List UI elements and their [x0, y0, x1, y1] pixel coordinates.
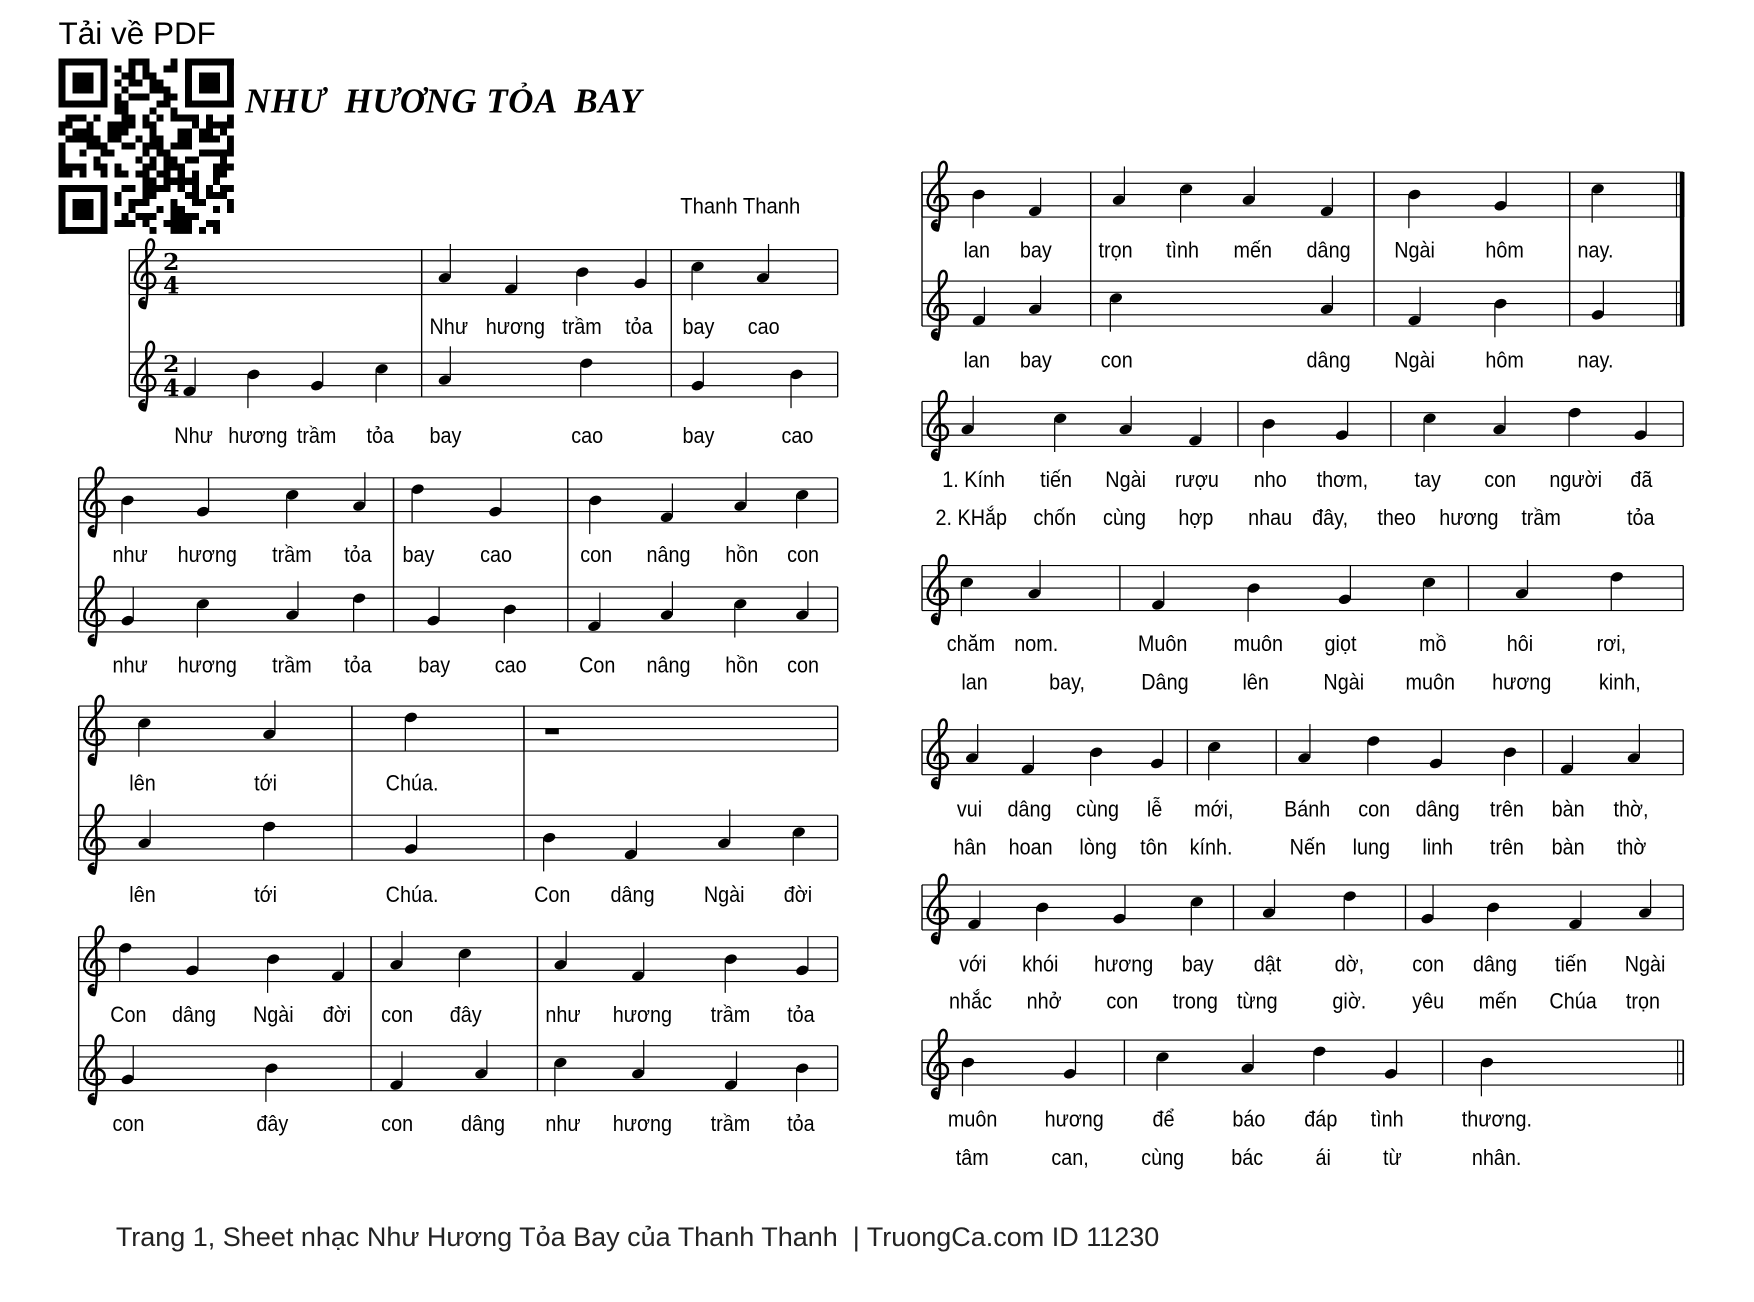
lyric-word: tình — [1370, 1107, 1404, 1133]
lyric-word: tiến — [1555, 952, 1587, 978]
lyric-word: Ngài — [1624, 952, 1666, 978]
lyric-word: như — [545, 1112, 581, 1137]
lyric-word: hân — [953, 835, 987, 861]
lyric-word: trên — [1489, 835, 1524, 861]
lyric-word: trọn — [1098, 238, 1133, 264]
lyric-word: bay — [429, 423, 462, 449]
treble-clef-icon-dot — [932, 1091, 939, 1098]
lyric-word: tâm — [955, 1145, 989, 1171]
lyric-word: thơm, — [1316, 467, 1369, 493]
lyric-word: bay — [1019, 348, 1052, 374]
lyric-word: hồn — [725, 543, 759, 568]
lyric-word: bay — [1019, 238, 1052, 264]
lyric-word: dâng — [1007, 797, 1052, 822]
lyric-word: thương. — [1461, 1107, 1532, 1133]
lyric-word: như — [112, 543, 148, 568]
lyric-word: đời — [783, 882, 813, 908]
lyric-word: nom. — [1014, 631, 1059, 657]
lyric-word: cao — [494, 653, 527, 679]
lyric-word: tới — [254, 771, 277, 797]
treble-clef-icon-dot — [89, 987, 96, 994]
lyric-word: mến — [1233, 238, 1272, 264]
lyric-word: thờ, — [1613, 797, 1649, 822]
lyric-word: lên — [129, 771, 156, 797]
lyric-word: lòng — [1079, 835, 1117, 861]
lyric-word: với — [959, 952, 987, 978]
treble-clef-icon-dot — [932, 452, 939, 459]
lyric-word: tỏa — [366, 423, 395, 449]
time-signature-top: 2 — [163, 247, 180, 276]
lyric-word: con — [381, 1112, 414, 1137]
lyric-word: con — [787, 543, 819, 568]
treble-clef-icon-dot — [932, 332, 939, 339]
lyric-word: hoan — [1008, 835, 1053, 861]
lyric-word: hợp — [1178, 505, 1214, 531]
lyric-word: nhắc — [948, 989, 992, 1015]
lyric-word: nâng — [646, 543, 691, 568]
lyric-word: Con — [110, 1002, 147, 1028]
lyric-word: lên — [129, 882, 156, 908]
treble-clef-icon-dot — [89, 1096, 96, 1103]
lyric-word: 2. KHắp — [935, 505, 1008, 531]
lyric-word: cao — [747, 314, 780, 340]
lyric-word: tỏa — [344, 653, 372, 679]
lyric-word: đây — [449, 1002, 482, 1028]
lyric-word: bàn — [1551, 835, 1585, 861]
lyric-word: trầm — [272, 653, 312, 679]
lyric-word: dâng — [461, 1112, 506, 1137]
lyric-word: đây, — [1312, 505, 1349, 531]
treble-clef-icon-dot — [139, 403, 146, 410]
lyric-word: Như — [174, 423, 213, 449]
lyric-word: rơi, — [1596, 631, 1627, 657]
treble-clef-icon-dot — [89, 866, 96, 873]
treble-clef-icon-dot — [932, 780, 939, 787]
lyric-word: bay — [682, 314, 715, 340]
lyric-word: hương — [228, 423, 288, 449]
lyric-word: mến — [1478, 989, 1518, 1015]
lyric-word: muôn — [947, 1107, 998, 1133]
lyric-word: hương — [177, 653, 237, 679]
lyric-word: dâng — [1472, 952, 1517, 978]
lyric-word: lên — [1242, 670, 1269, 695]
lyric-word: cao — [571, 423, 604, 449]
lyric-word: thờ — [1616, 835, 1647, 861]
lyric-word: hồn — [725, 653, 759, 679]
lyric-word: dâng — [1306, 348, 1351, 374]
lyric-word: bay — [418, 653, 451, 679]
lyric-word: trầm — [272, 543, 312, 568]
lyric-word: Muôn — [1137, 631, 1188, 657]
lyric-word: hương — [1044, 1107, 1104, 1133]
time-signature-top: 2 — [163, 350, 180, 379]
lyric-word: bàn — [1551, 797, 1585, 822]
lyric-word: rượu — [1174, 467, 1219, 493]
lyric-word: nhân. — [1471, 1145, 1522, 1171]
lyric-word: lan — [963, 348, 991, 374]
lyric-word: cao — [781, 423, 814, 449]
lyric-word: hương — [612, 1112, 673, 1137]
lyric-word: trong — [1172, 989, 1218, 1015]
lyric-word: yêu — [1412, 989, 1445, 1015]
lyric-word: tay — [1414, 467, 1441, 493]
lyric-word: hương — [1492, 670, 1552, 695]
lyric-word: nâng — [646, 653, 691, 679]
lyric-word: con — [787, 653, 819, 679]
lyric-word: nhau — [1248, 505, 1293, 531]
lyric-word: con — [1106, 989, 1139, 1015]
lyric-word: Bánh — [1284, 797, 1331, 822]
lyric-word: cùng — [1076, 797, 1119, 822]
lyric-word: Ngài — [1323, 670, 1365, 695]
lyric-word: Ngài — [1394, 238, 1435, 264]
lyric-word: tỏa — [1627, 505, 1655, 531]
composer-name: Thanh Thanh — [680, 194, 801, 220]
treble-clef-icon-dot — [139, 300, 146, 307]
lyric-word: tỏa — [344, 543, 372, 568]
final-barline-thick — [1680, 172, 1684, 326]
lyric-word: cùng — [1141, 1145, 1185, 1171]
lyric-word: theo — [1377, 505, 1416, 531]
lyric-word: trầm — [710, 1002, 751, 1028]
lyric-word: khói — [1022, 952, 1059, 978]
lyric-word: dờ, — [1334, 952, 1365, 978]
lyric-word: tỏa — [787, 1002, 815, 1028]
lyric-word: can, — [1051, 1145, 1089, 1171]
lyric-word: đáp — [1304, 1107, 1338, 1133]
treble-clef-icon-dot — [89, 528, 96, 535]
lyric-word: cao — [480, 543, 513, 568]
lyric-word: để — [1152, 1107, 1175, 1133]
lyric-word: Như — [429, 314, 469, 340]
lyric-word: lung — [1352, 835, 1391, 861]
treble-clef-icon-dot — [89, 638, 96, 645]
treble-clef-icon-dot — [932, 223, 939, 230]
lyric-word: trầm — [296, 423, 337, 449]
lyric-word: con — [580, 543, 613, 568]
lyric-word: linh — [1422, 835, 1454, 861]
lyric-word: trọn — [1625, 989, 1660, 1015]
lyric-word: cùng — [1103, 505, 1146, 531]
lyric-word: Chúa. — [385, 882, 439, 908]
lyric-word: giờ. — [1332, 989, 1367, 1015]
download-pdf-link[interactable]: Tải về PDF — [58, 15, 216, 51]
lyric-word: con — [1358, 797, 1391, 822]
lyric-word: Nến — [1289, 835, 1327, 861]
treble-clef-icon-dot — [932, 936, 939, 943]
lyric-word: trầm — [562, 314, 602, 340]
treble-clef-icon-dot — [932, 616, 939, 623]
lyric-word: bác — [1231, 1145, 1264, 1171]
lyric-word: Con — [534, 882, 571, 908]
lyric-word: nho — [1253, 467, 1287, 493]
lyric-word: như — [545, 1002, 581, 1028]
lyric-word: tỏa — [625, 314, 653, 340]
lyric-word: con — [1100, 348, 1133, 374]
lyric-word: mới, — [1194, 797, 1234, 822]
lyric-word: hương — [177, 543, 237, 568]
half-rest-icon — [545, 729, 558, 735]
lyric-word: lan — [963, 238, 991, 264]
lyric-word: lễ — [1146, 797, 1163, 822]
lyric-word: hôm — [1485, 238, 1524, 264]
lyric-word: nay. — [1577, 238, 1614, 264]
lyric-word: hương — [612, 1002, 673, 1028]
lyric-word: Ngài — [252, 1002, 294, 1028]
lyric-word: bay — [682, 423, 715, 449]
lyric-word: ái — [1315, 1145, 1331, 1171]
lyric-word: dật — [1253, 952, 1282, 978]
lyric-word: đời — [322, 1002, 352, 1028]
lyric-word: 1. Kính — [942, 467, 1005, 493]
footer-caption: Trang 1, Sheet nhạc Như Hương Tỏa Bay của Thanh Thanh | TruongCa.com ID 11230 — [115, 1222, 1160, 1253]
lyric-word: chăm — [946, 631, 996, 657]
song-title: NHƯ HƯƠNG TỎA BAY — [245, 80, 642, 121]
lyric-word: trên — [1489, 797, 1524, 822]
lyric-word: báo — [1232, 1107, 1266, 1133]
lyric-word: kinh, — [1598, 670, 1641, 695]
lyric-word: lan — [961, 670, 988, 695]
lyric-word: dâng — [172, 1002, 217, 1028]
lyric-word: trầm — [1521, 505, 1561, 531]
lyric-word: như — [112, 653, 148, 679]
lyric-word: tới — [254, 882, 277, 908]
lyric-word: đây — [256, 1112, 289, 1137]
lyric-word: dâng — [610, 882, 655, 908]
lyric-word: giọt — [1324, 631, 1357, 657]
lyric-word: hôi — [1506, 631, 1534, 657]
lyric-word: Ngài — [1105, 467, 1146, 493]
time-signature-bottom: 4 — [163, 271, 180, 300]
lyric-word: con — [1412, 952, 1445, 978]
lyric-word: con — [381, 1002, 414, 1028]
lyric-word: người — [1549, 467, 1603, 493]
treble-clef-icon-dot — [89, 757, 96, 764]
lyric-word: Chúa. — [385, 771, 439, 797]
lyric-word: dâng — [1306, 238, 1351, 264]
lyric-word: từ — [1383, 1145, 1402, 1171]
lyric-word: đã — [1630, 467, 1653, 493]
time-signature-bottom: 4 — [163, 373, 180, 402]
lyric-word: chốn — [1033, 505, 1077, 531]
lyric-word: nhở — [1026, 989, 1062, 1015]
lyric-word: tiến — [1040, 467, 1072, 493]
lyric-word: kính. — [1189, 835, 1233, 861]
lyric-word: tỏa — [787, 1112, 815, 1137]
lyric-word: trầm — [710, 1112, 751, 1137]
lyric-word: hương — [1094, 952, 1154, 978]
lyric-word: dâng — [1415, 797, 1460, 822]
lyric-word: muôn — [1233, 631, 1283, 657]
lyric-word: Dâng — [1141, 670, 1189, 695]
lyric-word: từng — [1236, 989, 1278, 1015]
lyric-word: tình — [1166, 238, 1200, 264]
lyric-word: bay — [1181, 952, 1214, 978]
lyric-word: hương — [485, 314, 545, 340]
lyric-word: vui — [956, 797, 983, 822]
lyric-word: hương — [1439, 505, 1499, 531]
lyric-word: Ngài — [1394, 348, 1435, 374]
lyric-word: Con — [579, 653, 616, 679]
lyric-word: con — [1484, 467, 1517, 493]
lyric-word: Chúa — [1549, 989, 1597, 1015]
lyric-word: mồ — [1418, 631, 1447, 657]
lyric-word: Ngài — [703, 882, 745, 908]
lyric-word: con — [112, 1112, 145, 1137]
lyric-word: bay — [402, 543, 435, 568]
lyric-word: bay, — [1049, 670, 1086, 695]
lyric-word: tôn — [1140, 835, 1168, 861]
lyric-word: nay. — [1577, 348, 1614, 374]
lyric-word: muôn — [1405, 670, 1456, 695]
lyric-word: hôm — [1485, 348, 1524, 374]
